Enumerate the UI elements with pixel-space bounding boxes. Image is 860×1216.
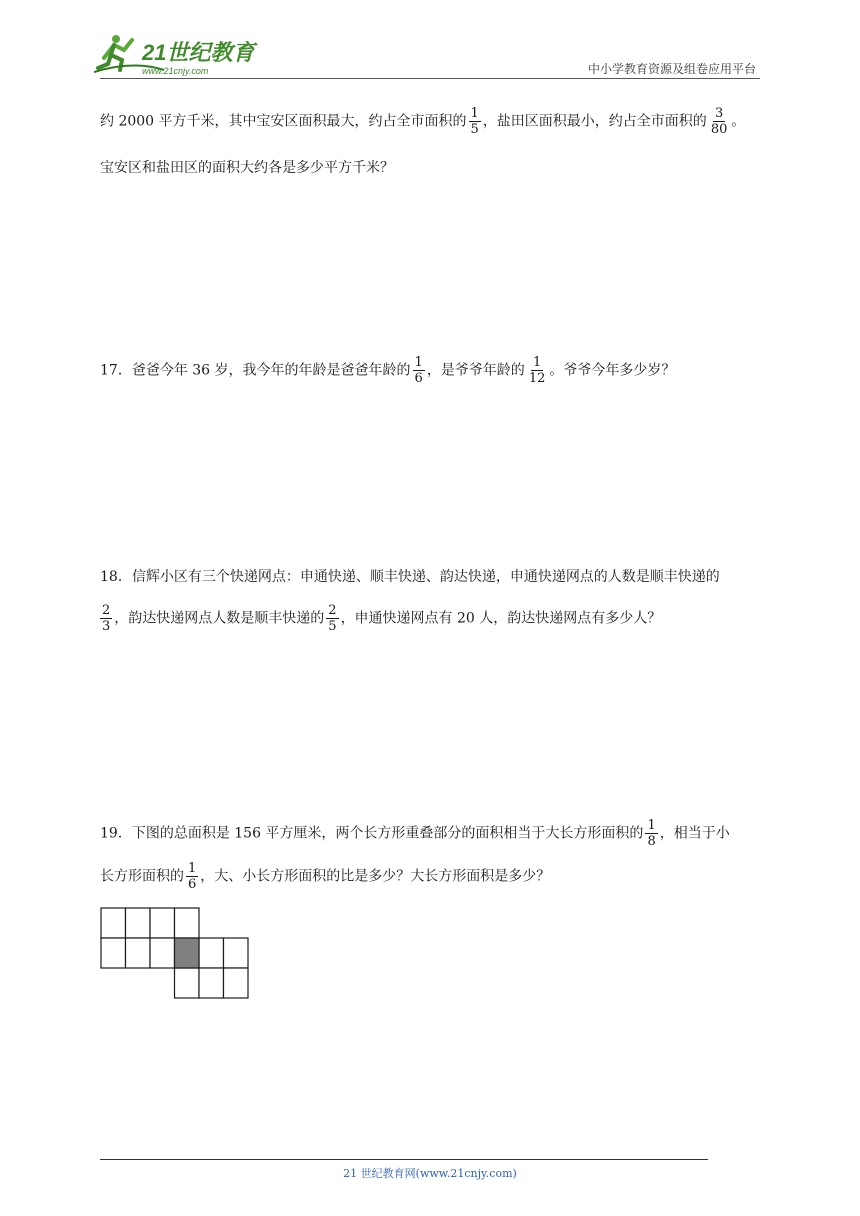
- grid-cell: [199, 938, 224, 968]
- q19-fraction-2: $\frac{1}{6}$: [188, 861, 197, 892]
- q16-fraction-2: $\frac{3}{80}$: [710, 106, 728, 137]
- q19-text-b: ，相当于小: [659, 825, 730, 842]
- q18-fraction-2: $\frac{2}{5}$: [328, 603, 337, 634]
- q17-fraction-1: $\frac{1}{6}$: [414, 355, 423, 386]
- grid-cell: [101, 908, 126, 938]
- q19-text-a: 19．下图的总面积是 156 平方厘米，两个长方形重叠部分的面积相当于大长方形面积的: [100, 825, 644, 842]
- logo-text: 21世纪教育: [142, 40, 255, 65]
- grid-cell: [175, 908, 200, 938]
- q16-line-2: 宝安区和盐田区的面积大约各是多少平方千米？: [100, 160, 394, 176]
- q16-line-1: [100, 106, 760, 137]
- q19-text-c: 长方形面积的: [100, 868, 184, 885]
- q16-text-b: ，盐田区面积最小，约占全市面积的: [482, 113, 707, 130]
- q17-text-c: 。爷爷今年多少岁？: [549, 362, 676, 379]
- overlap-shaded-cell: [175, 938, 200, 968]
- header-platform-text: 中小学教育资源及组卷应用平台: [587, 62, 756, 76]
- q18-text-c: ，申通快递网点有 20 人，韵达快递网点有多少人？: [340, 610, 662, 627]
- q17-text-b: ，是爷爷年龄的: [426, 362, 525, 379]
- footer-link[interactable]: 21 世纪教育网(www.21cnjy.com): [343, 1167, 517, 1180]
- q18-fraction-1: $\frac{2}{3}$: [102, 603, 111, 634]
- grid-cell: [224, 938, 249, 968]
- grid-cell: [224, 968, 249, 998]
- q16-text-a: 约 2000 平方千米，其中宝安区面积最大，约占全市面积的: [100, 113, 467, 130]
- q17-text-a: 17．爸爸今年 36 岁，我今年的年龄是爸爸年龄的: [100, 362, 411, 379]
- q17-fraction-2: $\frac{1}{12}$: [528, 355, 546, 386]
- grid-cell: [126, 908, 151, 938]
- q18-text-b: ，韵达快递网点人数是顺丰快递的: [114, 610, 325, 627]
- q18-line-1: 18．信辉小区有三个快递网点：申通快递、顺丰快递、韵达快递，申通快递网点的人数是顺丰快递的: [100, 569, 720, 585]
- grid-cell: [175, 968, 200, 998]
- footer-divider: [100, 1159, 708, 1160]
- q16-fraction-1: $\frac{1}{5}$: [470, 106, 479, 137]
- q18-line-2: [100, 603, 760, 634]
- logo-url-text: www.21cnjy.com: [142, 66, 209, 76]
- header-divider: [100, 78, 760, 79]
- grid-cell: [126, 938, 151, 968]
- q16-text-c: 。: [731, 113, 746, 130]
- grid-cell: [150, 908, 175, 938]
- q17-line: [100, 355, 760, 386]
- q19-line-1: [100, 818, 760, 849]
- q19-line-2: [100, 861, 760, 892]
- grid-cell: [101, 938, 126, 968]
- q19-fraction-1: $\frac{1}{8}$: [647, 818, 656, 849]
- q19-text-d: ，大、小长方形面积的比是多少？大长方形面积是多少？: [200, 868, 551, 885]
- grid-cell: [150, 938, 175, 968]
- grid-cell: [199, 968, 224, 998]
- overlap-rectangles-figure: [100, 907, 250, 999]
- site-logo: [94, 30, 264, 80]
